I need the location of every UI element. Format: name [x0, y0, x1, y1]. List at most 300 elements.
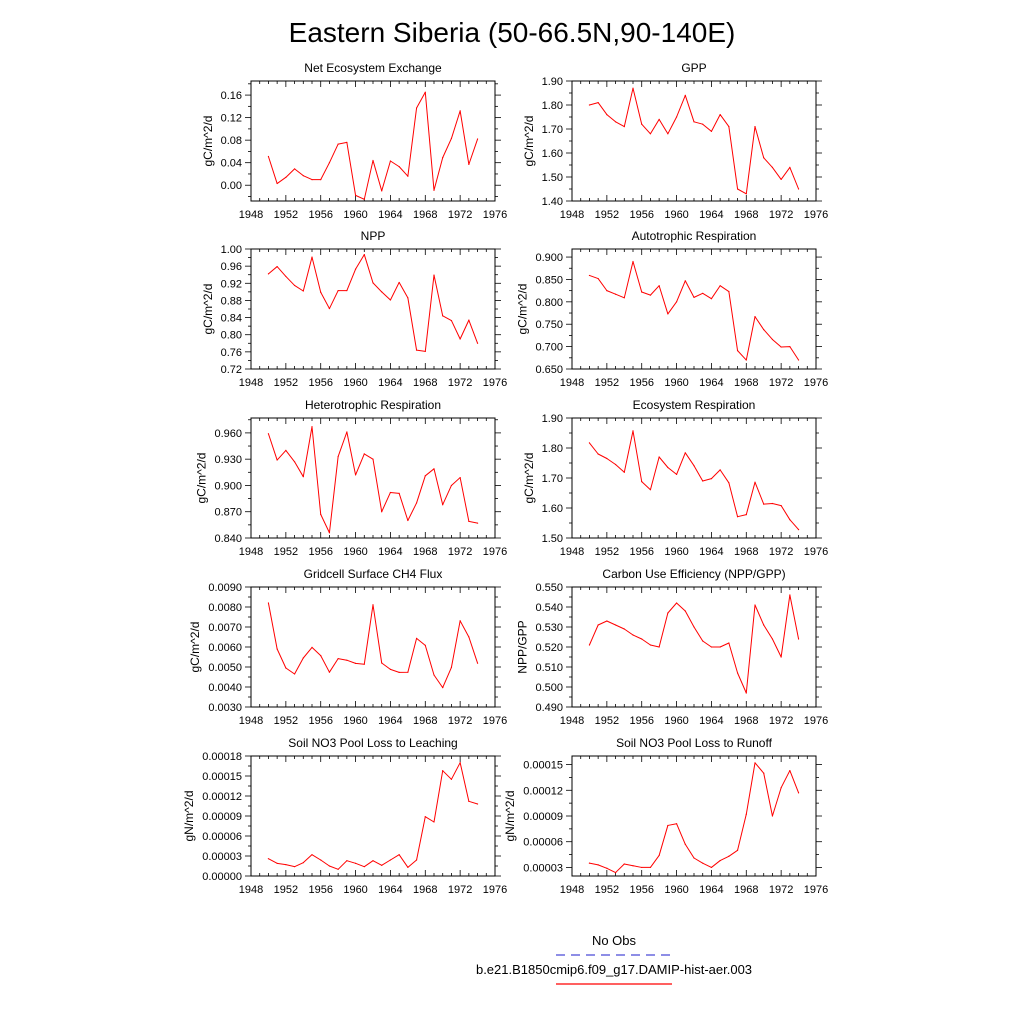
data-point — [728, 642, 729, 643]
data-point — [798, 638, 799, 639]
x-tick-label: 1972 — [447, 209, 473, 221]
data-point — [772, 638, 773, 639]
chart-panel-8 — [516, 567, 829, 727]
data-point — [442, 687, 443, 688]
data-point — [702, 124, 703, 125]
y-tick-label: 0.0090 — [208, 582, 242, 594]
data-point — [702, 640, 703, 641]
panel-title: Carbon Use Efficiency (NPP/GPP) — [602, 567, 786, 581]
y-tick-label: 0.960 — [214, 427, 242, 440]
data-point — [632, 261, 633, 262]
y-tick-label: 0.510 — [535, 662, 563, 674]
data-point — [407, 176, 408, 177]
data-point — [720, 114, 721, 115]
data-point — [390, 160, 391, 161]
data-point — [659, 285, 660, 286]
y-tick-label: 0.00000 — [202, 871, 242, 883]
data-point — [772, 503, 773, 504]
data-point — [372, 860, 373, 861]
data-point — [320, 292, 321, 293]
data-point — [399, 282, 400, 283]
data-point — [746, 514, 747, 515]
data-point — [763, 157, 764, 158]
y-tick-label: 0.00 — [220, 180, 242, 193]
data-point — [693, 121, 694, 122]
panel-title: GPP — [681, 61, 707, 75]
data-point — [416, 502, 417, 503]
data-point — [650, 133, 651, 134]
data-point — [329, 672, 330, 673]
data-point — [399, 854, 400, 855]
data-point — [693, 857, 694, 858]
panel-title: Soil NO3 Pool Loss to Leaching — [288, 736, 458, 750]
data-point — [277, 648, 278, 649]
data-point — [737, 188, 738, 189]
y-axis-label: gC/m^2/d — [515, 283, 530, 335]
y-axis-label: gC/m^2/d — [200, 115, 215, 167]
x-tick-label: 1952 — [594, 884, 620, 896]
chart-panel-9 — [182, 736, 507, 896]
data-point — [615, 624, 616, 625]
data-point — [737, 350, 738, 351]
data-point — [624, 863, 625, 864]
data-point — [320, 514, 321, 515]
y-tick-label: 0.900 — [214, 480, 242, 493]
x-tick-label: 1960 — [664, 884, 689, 896]
data-point — [702, 293, 703, 294]
data-point — [606, 458, 607, 459]
x-tick-label: 1956 — [629, 377, 654, 389]
chart-panel-5 — [195, 398, 508, 558]
data-point — [632, 634, 633, 635]
data-point — [754, 762, 755, 763]
data-point — [277, 183, 278, 184]
y-tick-label: 0.00009 — [202, 811, 242, 823]
data-point — [294, 285, 295, 286]
data-point — [294, 673, 295, 674]
figure-title: Eastern Siberia (50-66.5N,90-140E) — [288, 17, 736, 48]
x-tick-label: 1972 — [768, 209, 794, 221]
panel-title: Soil NO3 Pool Loss to Runoff — [616, 736, 772, 750]
data-point — [311, 854, 312, 855]
x-tick-label: 1976 — [482, 209, 508, 221]
data-point — [477, 803, 478, 804]
y-axis-label: gC/m^2/d — [188, 621, 203, 673]
y-tick-label: 1.90 — [541, 76, 563, 88]
data-point — [311, 179, 312, 180]
data-point — [268, 858, 269, 859]
data-point — [355, 663, 356, 664]
data-point — [798, 359, 799, 360]
y-tick-label: 0.870 — [214, 506, 242, 519]
plot-frame — [572, 587, 816, 707]
data-point — [468, 521, 469, 522]
data-point — [407, 297, 408, 298]
data-point — [746, 193, 747, 194]
plot-frame — [251, 756, 495, 876]
x-tick-label: 1956 — [308, 884, 333, 896]
data-point — [451, 779, 452, 780]
y-tick-label: 1.90 — [541, 413, 563, 425]
x-tick-label: 1956 — [629, 884, 654, 896]
data-point — [442, 504, 443, 505]
data-point — [624, 472, 625, 473]
data-point — [711, 131, 712, 132]
data-point — [711, 298, 712, 299]
x-tick-label: 1964 — [378, 884, 403, 896]
data-point — [433, 275, 434, 276]
data-point — [460, 762, 461, 763]
data-point — [294, 168, 295, 169]
x-tick-label: 1960 — [343, 715, 368, 727]
data-point — [667, 313, 668, 314]
y-tick-label: 1.40 — [541, 196, 563, 208]
y-tick-label: 1.80 — [541, 443, 563, 455]
data-point — [754, 604, 755, 605]
data-point — [676, 301, 677, 302]
y-axis-label: gC/m^2/d — [200, 283, 215, 335]
data-point — [303, 476, 304, 477]
data-point — [442, 157, 443, 158]
x-tick-label: 1956 — [629, 209, 654, 221]
y-tick-label: 0.490 — [535, 702, 563, 714]
x-tick-label: 1956 — [308, 377, 333, 389]
data-point — [320, 179, 321, 180]
y-tick-label: 0.930 — [214, 454, 242, 467]
data-point — [346, 860, 347, 861]
y-tick-label: 0.84 — [220, 312, 242, 325]
data-point — [433, 190, 434, 191]
x-tick-label: 1976 — [803, 209, 829, 221]
x-tick-label: 1972 — [447, 884, 473, 896]
x-tick-label: 1960 — [664, 715, 689, 727]
data-point — [468, 801, 469, 802]
data-point — [693, 297, 694, 298]
x-tick-label: 1976 — [482, 546, 508, 558]
data-point — [268, 433, 269, 434]
chart-panel-1 — [201, 61, 507, 221]
x-tick-label: 1972 — [447, 546, 473, 558]
x-tick-label: 1964 — [699, 884, 724, 896]
x-tick-label: 1964 — [699, 715, 724, 727]
data-point — [641, 291, 642, 292]
plot-frame — [251, 418, 495, 538]
data-point — [693, 626, 694, 627]
data-point — [667, 825, 668, 826]
data-point — [632, 865, 633, 866]
y-tick-label: 1.70 — [541, 124, 563, 136]
y-tick-label: 0.900 — [535, 252, 563, 265]
data-point — [303, 175, 304, 176]
data-point — [728, 291, 729, 292]
series-line-1 — [268, 92, 477, 199]
data-point — [711, 867, 712, 868]
y-tick-label: 1.70 — [541, 473, 563, 485]
x-tick-label: 1956 — [308, 209, 333, 221]
data-point — [425, 645, 426, 646]
data-point — [615, 121, 616, 122]
data-point — [433, 821, 434, 822]
data-point — [329, 308, 330, 309]
x-tick-label: 1968 — [413, 377, 438, 389]
data-point — [355, 474, 356, 475]
data-point — [632, 88, 633, 89]
x-tick-label: 1976 — [482, 377, 508, 389]
legend-label-no-obs: No Obs — [591, 933, 637, 948]
data-point — [711, 646, 712, 647]
data-point — [311, 426, 312, 427]
y-tick-label: 0.88 — [220, 295, 242, 308]
data-point — [711, 478, 712, 479]
x-tick-label: 1964 — [699, 546, 724, 558]
y-tick-label: 0.00006 — [202, 831, 242, 843]
plot-frame — [572, 81, 816, 201]
y-tick-label: 0.76 — [220, 346, 242, 359]
data-point — [477, 343, 478, 344]
data-point — [589, 863, 590, 864]
data-point — [641, 638, 642, 639]
data-point — [650, 489, 651, 490]
data-point — [425, 351, 426, 352]
x-tick-label: 1972 — [768, 546, 794, 558]
data-point — [702, 863, 703, 864]
x-tick-label: 1948 — [238, 715, 264, 727]
x-tick-label: 1976 — [803, 884, 829, 896]
x-tick-label: 1976 — [482, 884, 508, 896]
data-point — [364, 866, 365, 867]
panels-container — [182, 61, 828, 896]
data-point — [364, 254, 365, 255]
x-tick-label: 1956 — [308, 715, 333, 727]
x-tick-label: 1968 — [734, 377, 759, 389]
x-tick-label: 1952 — [594, 377, 620, 389]
data-point — [477, 523, 478, 524]
data-point — [329, 865, 330, 866]
data-point — [615, 464, 616, 465]
data-point — [329, 532, 330, 533]
panel-title: Net Ecosystem Exchange — [304, 61, 442, 75]
x-tick-label: 1976 — [803, 377, 829, 389]
y-tick-label: 0.0070 — [208, 622, 242, 634]
data-point — [390, 492, 391, 493]
data-point — [460, 338, 461, 339]
data-point — [737, 516, 738, 517]
data-point — [425, 92, 426, 93]
series-line-1 — [589, 88, 798, 194]
chart-panel-2 — [522, 61, 828, 221]
data-point — [598, 102, 599, 103]
data-point — [624, 628, 625, 629]
data-point — [589, 644, 590, 645]
data-point — [789, 594, 790, 595]
data-point — [772, 339, 773, 340]
x-tick-label: 1960 — [664, 546, 689, 558]
y-tick-label: 0.840 — [214, 533, 242, 545]
data-point — [277, 459, 278, 460]
data-point — [598, 278, 599, 279]
data-point — [460, 620, 461, 621]
chart-panel-10 — [503, 736, 828, 896]
data-point — [720, 469, 721, 470]
y-axis-label: gC/m^2/d — [521, 452, 536, 504]
y-tick-label: 0.550 — [535, 582, 563, 594]
y-tick-label: 0.92 — [220, 278, 242, 291]
y-tick-label: 0.0080 — [208, 602, 242, 614]
data-point — [781, 787, 782, 788]
data-point — [311, 257, 312, 258]
data-point — [355, 269, 356, 270]
data-point — [285, 667, 286, 668]
panel-title: NPP — [360, 229, 386, 243]
data-point — [667, 133, 668, 134]
data-point — [650, 295, 651, 296]
y-tick-label: 0.96 — [220, 261, 242, 274]
x-tick-label: 1952 — [273, 546, 299, 558]
series-line-1 — [268, 427, 477, 533]
data-point — [268, 602, 269, 603]
data-point — [407, 672, 408, 673]
y-tick-label: 0.00018 — [202, 751, 242, 763]
data-point — [659, 456, 660, 457]
data-point — [650, 867, 651, 868]
series-line-1 — [268, 603, 477, 688]
y-tick-label: 0.0040 — [208, 682, 242, 694]
y-axis-label: gN/m^2/d — [502, 790, 517, 842]
data-point — [676, 474, 677, 475]
y-tick-label: 0.750 — [535, 319, 563, 332]
data-point — [460, 477, 461, 478]
y-tick-label: 1.80 — [541, 100, 563, 112]
data-point — [329, 162, 330, 163]
data-point — [346, 290, 347, 291]
data-point — [781, 505, 782, 506]
y-tick-label: 0.540 — [535, 602, 563, 614]
x-tick-label: 1948 — [238, 209, 264, 221]
x-tick-label: 1976 — [803, 715, 829, 727]
data-point — [606, 868, 607, 869]
y-axis-label: gC/m^2/d — [521, 115, 536, 167]
y-tick-label: 0.800 — [535, 296, 563, 309]
x-tick-label: 1952 — [273, 884, 299, 896]
data-point — [789, 519, 790, 520]
data-point — [598, 453, 599, 454]
panel-title: Autotrophic Respiration — [631, 229, 757, 243]
data-point — [390, 669, 391, 670]
data-point — [268, 156, 269, 157]
data-point — [685, 844, 686, 845]
data-point — [381, 190, 382, 191]
data-point — [355, 863, 356, 864]
chart-panel-4 — [516, 229, 829, 389]
data-point — [772, 167, 773, 168]
data-point — [737, 672, 738, 673]
data-point — [685, 452, 686, 453]
data-point — [754, 316, 755, 317]
data-point — [346, 431, 347, 432]
x-tick-label: 1968 — [734, 546, 759, 558]
x-tick-label: 1968 — [734, 209, 759, 221]
x-tick-label: 1972 — [768, 377, 794, 389]
plot-frame — [251, 249, 495, 369]
data-point — [685, 280, 686, 281]
y-tick-label: 1.00 — [220, 244, 242, 256]
y-tick-label: 0.00003 — [202, 851, 242, 863]
data-point — [477, 138, 478, 139]
y-tick-label: 0.650 — [535, 364, 563, 376]
y-tick-label: 0.00012 — [202, 791, 242, 803]
x-tick-label: 1960 — [343, 209, 368, 221]
data-point — [624, 297, 625, 298]
x-tick-label: 1948 — [559, 884, 585, 896]
data-point — [685, 610, 686, 611]
data-point — [338, 290, 339, 291]
x-tick-label: 1948 — [559, 209, 585, 221]
x-tick-label: 1960 — [343, 884, 368, 896]
data-point — [728, 856, 729, 857]
plot-frame — [572, 418, 816, 538]
chart-panel-6 — [522, 398, 828, 558]
data-point — [781, 656, 782, 657]
legend-label-model: b.e21.B1850cmip6.f09_g17.DAMIP-hist-aer.003 — [475, 962, 753, 977]
data-point — [285, 450, 286, 451]
data-point — [390, 859, 391, 860]
y-tick-label: 0.00012 — [523, 785, 563, 798]
data-point — [589, 104, 590, 105]
data-point — [468, 164, 469, 165]
data-point — [442, 315, 443, 316]
x-tick-label: 1968 — [413, 884, 438, 896]
data-point — [589, 442, 590, 443]
data-point — [615, 872, 616, 873]
x-tick-label: 1952 — [594, 715, 620, 727]
data-point — [399, 672, 400, 673]
data-point — [746, 359, 747, 360]
x-tick-label: 1948 — [559, 546, 585, 558]
data-point — [451, 138, 452, 139]
x-tick-label: 1956 — [629, 715, 654, 727]
data-point — [667, 612, 668, 613]
data-point — [789, 770, 790, 771]
data-point — [381, 865, 382, 866]
data-point — [425, 475, 426, 476]
y-tick-label: 0.00003 — [523, 862, 563, 875]
x-tick-label: 1964 — [378, 377, 403, 389]
data-point — [399, 493, 400, 494]
x-tick-label: 1968 — [413, 209, 438, 221]
data-point — [641, 481, 642, 482]
x-tick-label: 1972 — [768, 715, 794, 727]
data-point — [338, 143, 339, 144]
y-tick-label: 0.00009 — [523, 811, 563, 823]
data-point — [285, 276, 286, 277]
chart-panel-3 — [201, 229, 507, 389]
y-tick-label: 0.00006 — [523, 836, 563, 849]
data-point — [728, 482, 729, 483]
x-tick-label: 1956 — [308, 546, 333, 558]
data-point — [468, 636, 469, 637]
data-point — [277, 863, 278, 864]
y-tick-label: 1.50 — [541, 533, 563, 545]
data-point — [372, 604, 373, 605]
data-point — [659, 119, 660, 120]
data-point — [364, 664, 365, 665]
data-point — [789, 346, 790, 347]
data-point — [442, 770, 443, 771]
data-point — [798, 792, 799, 793]
x-tick-label: 1964 — [699, 377, 724, 389]
data-point — [381, 511, 382, 512]
x-tick-label: 1968 — [413, 715, 438, 727]
